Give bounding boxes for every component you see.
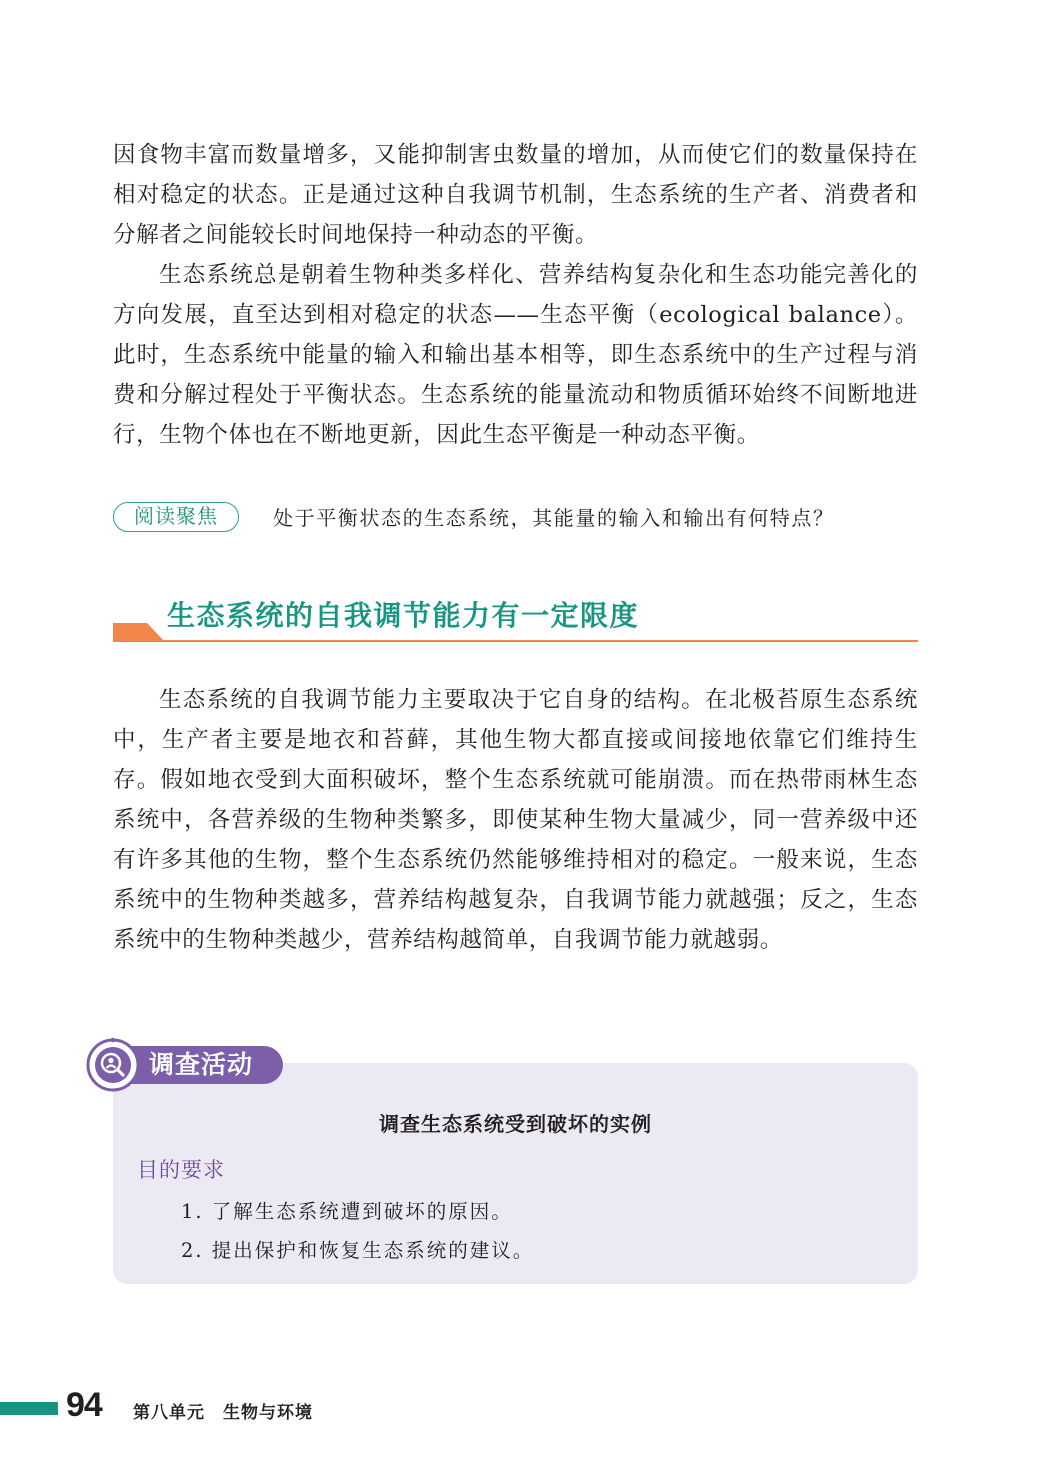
magnifier-person-icon (85, 1037, 141, 1093)
section-title: 生态系统的自我调节能力有一定限度 (167, 599, 640, 632)
reading-focus-question: 处于平衡状态的生态系统，其能量的输入和输出有何特点？ (273, 506, 835, 530)
page-number: 94 (66, 1386, 102, 1424)
activity-tag (85, 1037, 283, 1087)
body-paragraph-1: 因食物丰富而数量增多，又能抑制害虫数量的增加，从而使它们的数量保持在相对稳定的状态。正是通过这种自我调节机制，生态系统的生产者、消费者和分解者之间能较长时间地保持一种动态的平衡。 (113, 142, 918, 248)
unit-title: 第八单元 生物与环境 (133, 1403, 313, 1423)
goal-item: 1. 了解生态系统遭到破坏的原因。 (181, 1200, 513, 1223)
goal-item: 2. 提出保护和恢复生态系统的建议。 (181, 1239, 535, 1262)
body-paragraph-2: 生态系统总是朝着生物种类多样化、营养结构复杂化和生态功能完善化的方向发展，直至达到相对稳定的状态——生态平衡（ecological balance）。此时，生态系统中能量的输入和输出基本相等，即生态系统中的生产过程与消费和分解过程处于平衡状态。生态系统的能量流动和物质循环始终不间断地进行，生物个体也在不断地更新，因此生态平衡是一种动态平衡。 (113, 262, 918, 448)
body-paragraph-3: 生态系统的自我调节能力主要取决于它自身的结构。在北极苔原生态系统中，生产者主要是地衣和苔藓，其他生物大都直接或间接地依靠它们维持生存。假如地衣受到大面积破坏，整个生态系统就可能崩溃。而在热带雨林生态系统中，各营养级的生物种类繁多，即使某种生物大量减少，同一营养级中还有许多其他的生物，整个生态系统仍然能够维持相对的稳定。一般来说，生态系统中的生物种类越多，营养结构越复杂，自我调节能力就越强；反之，生态系统中的生物种类越少，营养结构越简单，自我调节能力就越弱。 (113, 687, 918, 953)
activity-tag-label: 调查活动 (149, 1050, 254, 1079)
section-heading (113, 590, 918, 642)
activity-title: 调查生态系统受到破坏的实例 (379, 1112, 652, 1136)
goal-heading: 目的要求 (137, 1158, 225, 1182)
reading-focus-badge: 阅读聚焦 (113, 502, 239, 532)
footer-bar (0, 1402, 58, 1415)
reading-focus (113, 500, 918, 536)
section-underline (113, 640, 918, 642)
